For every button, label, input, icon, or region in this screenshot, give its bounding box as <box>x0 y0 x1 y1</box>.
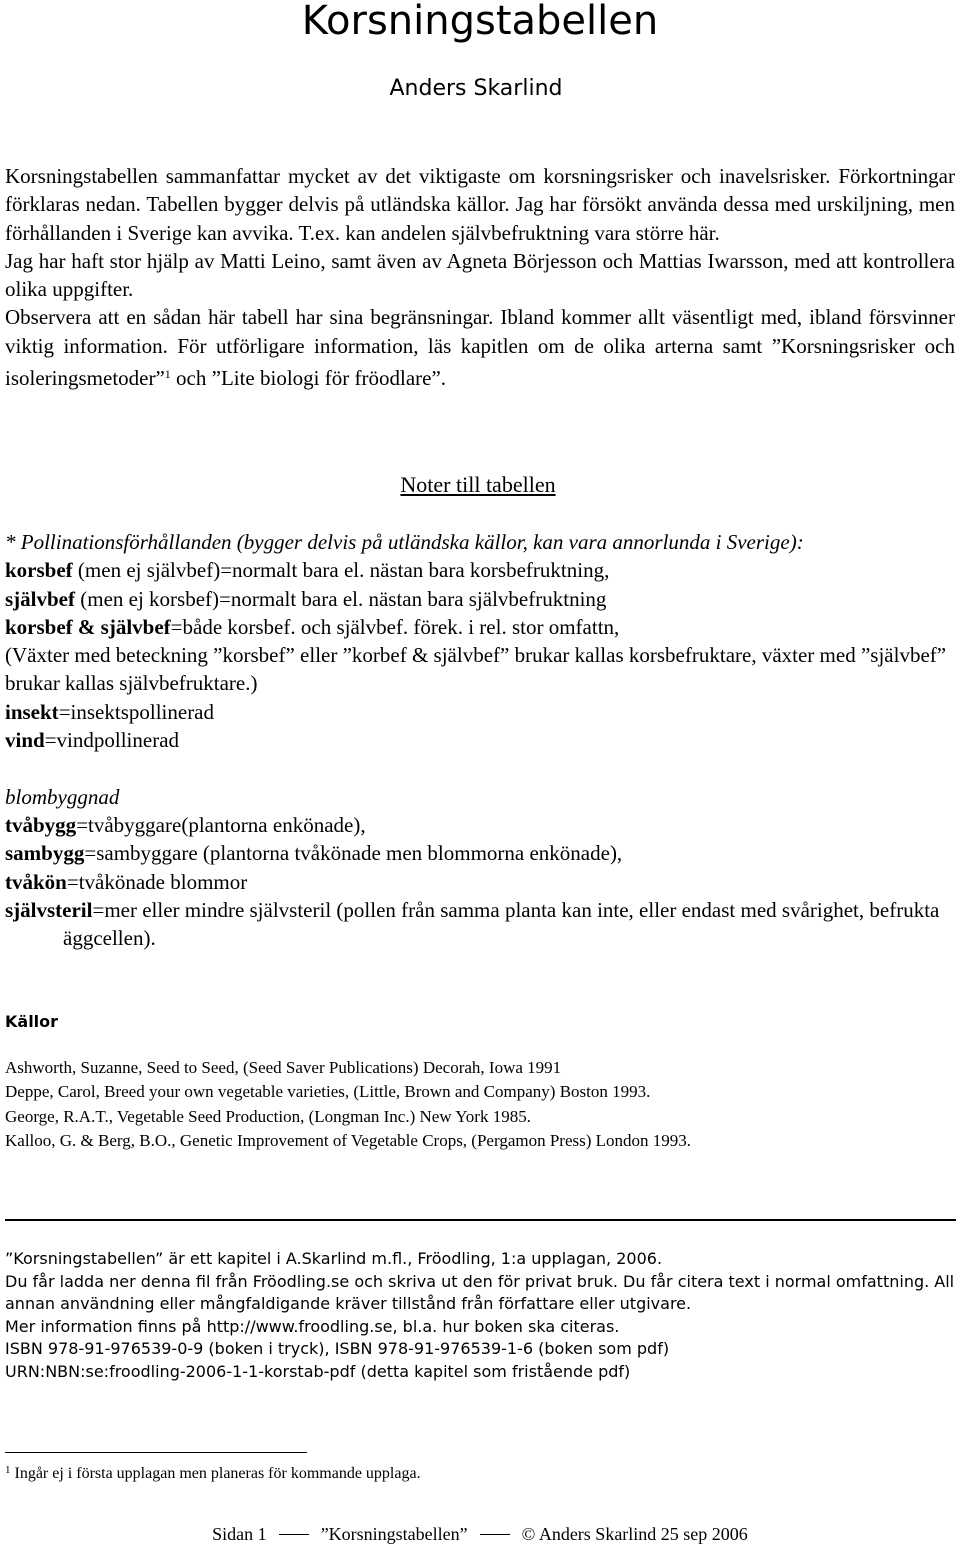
intro-paragraph-3-end: och ”Lite biologi för fröodlare”. <box>170 366 447 391</box>
colophon-line: ISBN 978-91-976539-0-9 (boken i tryck), ISBN 978-91-976539-1-6 (boken som pdf) <box>5 1339 670 1359</box>
note-item <box>5 811 955 839</box>
note-definition: =sambyggare (plantorna tvåkönade men blommorna enkönade), <box>84 841 623 866</box>
note-definition: (men ej självbef)=normalt bara el. nästan bara korsbefruktning, <box>72 558 610 583</box>
note-definition: =mer eller mindre självsteril (pollen från samma planta kan inte, eller endast med svårighet, befrukta äggcellen). <box>63 897 940 951</box>
note-term: tvåbygg <box>5 812 77 837</box>
note-term: insekt <box>5 699 59 724</box>
note-term: självbef <box>5 586 75 611</box>
note-term: korsbef <box>5 558 73 583</box>
note-term: sambygg <box>5 841 85 866</box>
note-item <box>5 613 955 641</box>
page-footer <box>0 1524 960 1545</box>
intro-paragraph-3-text: Observera att en sådan här tabell har sina begränsningar. Ibland kommer allt väsentligt med, ibland försvinner viktig information. För utförligare information, läs kapitlen om de olika arterna samt ”Korsningsrisker och isoleringsmetoder” <box>5 305 955 391</box>
note-parenthetical: (Växter med beteckning ”korsbef” eller ”korbef & självbef” brukar kallas korsbefruktare, växter med ”självbef” brukar kallas självbefruktare.) <box>5 643 947 696</box>
source-item: Deppe, Carol, Breed your own vegetable varieties, (Little, Brown and Company) Boston 1993. <box>5 1082 651 1102</box>
pollination-heading: * Pollinationsförhållanden (bygger delvis på utländska källor, kan vara annorlunda i Sverige): <box>5 530 804 554</box>
page-number: Sidan 1 <box>212 1524 267 1544</box>
intro-section <box>5 162 955 392</box>
note-definition: =insektspollinerad <box>58 699 215 724</box>
flower-structure-heading: blombyggnad <box>5 784 120 809</box>
note-item <box>5 726 955 754</box>
colophon-line: ”Korsningstabellen” är ett kapitel i A.Skarlind m.fl., Fröodling, 1:a upplagan, 2006. <box>5 1249 663 1268</box>
colophon-line: URN:NBN:se:froodling-2006-1-1-korstab-pdf (detta kapitel som fristående pdf) <box>5 1361 631 1381</box>
notes-heading: Noter till tabellen <box>400 472 556 497</box>
footnote-marker: 1 <box>5 1464 11 1476</box>
footer-chapter: ”Korsningstabellen” <box>320 1524 468 1544</box>
footnote <box>5 1464 421 1483</box>
divider <box>5 1219 956 1221</box>
note-definition: =tvåkönade blommor <box>66 869 248 894</box>
note-item <box>5 556 955 584</box>
intro-paragraph-2: Jag har haft stor hjälp av Matti Leino, samt även av Agneta Börjesson och Mattias Iwarsson, med att kontrollera olika uppgifter. <box>5 248 955 302</box>
source-item: George, R.A.T., Vegetable Seed Production, (Longman Inc.) New York 1985. <box>5 1106 531 1126</box>
author-name: Anders Skarlind <box>389 76 563 101</box>
note-term: korsbef & självbef <box>5 614 171 639</box>
source-item: Ashworth, Suzanne, Seed to Seed, (Seed Saver Publications) Decorah, Iowa 1991 <box>5 1058 562 1077</box>
note-definition: =både korsbef. och självbef. förek. i rel. stor omfattn, <box>170 614 620 639</box>
footer-dash <box>279 1534 309 1535</box>
colophon-line: Du får ladda ner denna fil från Fröodling.se och skriva ut den för privat bruk. Du får citera text i normal omfattning. All annan användning eller mångfaldigande kräver tillstånd från författare eller utgivare. <box>5 1271 955 1314</box>
colophon-link-line[interactable]: Mer information finns på http://www.froodling.se, bl.a. hur boken ska citeras. <box>5 1316 620 1336</box>
note-item <box>5 585 955 613</box>
note-definition: =vindpollinerad <box>44 728 180 753</box>
note-item <box>5 868 955 896</box>
note-item <box>5 698 955 726</box>
intro-paragraph-3 <box>5 303 955 392</box>
footnote-text: Ingår ej i första upplagan men planeras för kommande upplaga. <box>10 1465 421 1482</box>
note-item <box>5 896 955 953</box>
sources-list <box>5 1056 955 1153</box>
footer-dash <box>480 1534 510 1535</box>
intro-paragraph-1: Korsningstabellen sammanfattar mycket av det viktigaste om korsningsrisker och inavelsrisker. Förkortningar förklaras nedan. Tabellen bygger delvis på utländska källor. Jag har försökt använda dessa med urskiljning, men förhållanden i Sverige kan avvika. T.ex. kan andelen självbefruktning vara större här. <box>5 164 955 245</box>
document-title: Korsningstabellen <box>301 0 659 44</box>
footnote-reference[interactable]: 1 <box>164 367 171 382</box>
note-term: vind <box>5 728 45 753</box>
sources-heading: Källor <box>5 1012 59 1031</box>
notes-section <box>5 528 955 952</box>
note-term: tvåkön <box>5 869 67 894</box>
spacer <box>5 754 955 782</box>
note-item <box>5 839 955 867</box>
source-item: Kalloo, G. & Berg, B.O., Genetic Improvement of Vegetable Crops, (Pergamon Press) London 1993. <box>5 1130 692 1150</box>
footnote-divider <box>5 1452 307 1453</box>
footer-copyright: © Anders Skarlind 25 sep 2006 <box>521 1524 748 1544</box>
note-definition: (men ej korsbef)=normalt bara el. nästan bara självbefruktning <box>75 586 607 611</box>
note-term: självsteril <box>5 897 93 922</box>
note-definition: =tvåbyggare(plantorna enkönade), <box>76 812 366 837</box>
colophon <box>5 1248 955 1384</box>
